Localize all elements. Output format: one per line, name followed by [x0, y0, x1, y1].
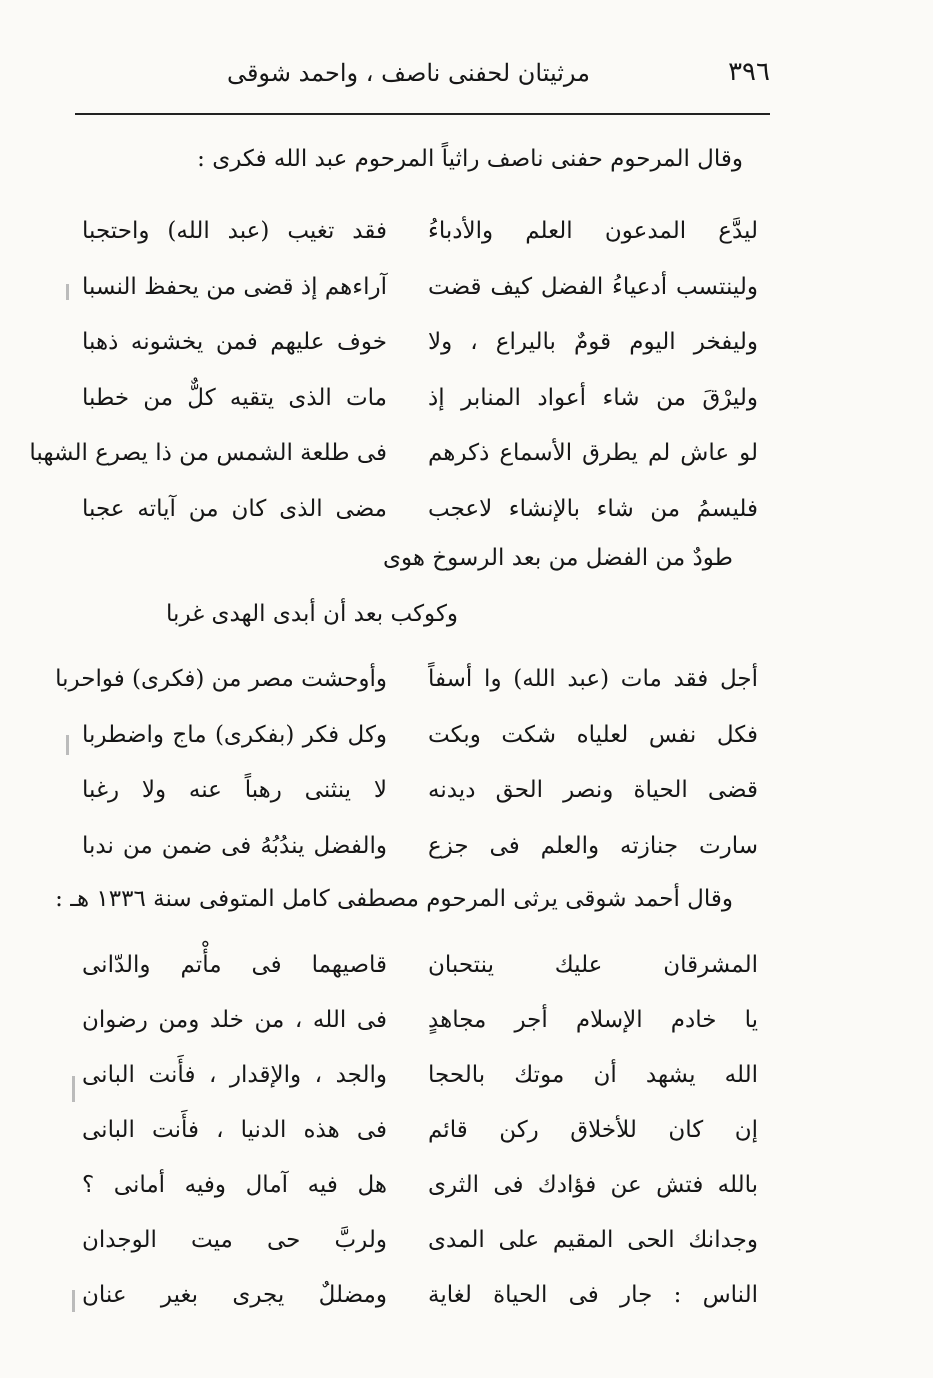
verse-first-hemistich: وليرْقَ من شاء أعواد المنابر إذ	[428, 384, 758, 411]
verse-line-standalone: طودٌ من الفضل من بعد الرسوخ هوى	[382, 545, 733, 571]
section-intro-shawqi: وقال أحمد شوقى يرثى المرحوم مصطفى كامل المتوفى سنة ١٣٣٦ هـ :	[55, 886, 733, 912]
verse	[60, 321, 760, 377]
verse	[60, 714, 760, 770]
verse-first-hemistich: لو عاش لم يطرق الأسماع ذكرهم	[428, 440, 758, 466]
verse	[60, 377, 760, 433]
verse-second-hemistich: فى هذه الدنيا ، فأَنت البانى	[82, 1117, 387, 1143]
verse-second-hemistich: مات الذى يتقيه كلٌّ من خطبا	[82, 384, 387, 411]
verse-line-standalone: وكوكب بعد أن أبدى الهدى غربا	[166, 601, 458, 627]
verse-second-hemistich: والفضل يندُبُهُ فى ضمن من ندبا	[82, 832, 387, 859]
verse-second-hemistich: خوف عليهم فمن يخشونه ذهبا	[82, 329, 387, 355]
verse	[60, 999, 760, 1054]
verse-first-hemistich: وجدانك الحى المقيم على المدى	[428, 1227, 758, 1253]
verse-second-hemistich: والجد ، والإقدار ، فأَنت البانى	[82, 1062, 387, 1088]
verse-first-hemistich: وليفخر اليوم قومٌ باليراع ، ولا	[428, 329, 758, 355]
verse-second-hemistich: مضى الذى كان من آياته عجبا	[82, 495, 387, 522]
verse	[60, 1109, 760, 1164]
verse-second-hemistich: لا ينثنى رهباً عنه ولا رغبا	[82, 777, 387, 803]
verse-first-hemistich: ولينتسب أدعياءُ الفضل كيف قضت	[428, 273, 758, 300]
verse-first-hemistich: فليسمُ من شاء بالإنشاء لاعجب	[428, 495, 758, 522]
verse-second-hemistich: وأوحشت مصر من (فكرى) فواحربا	[55, 666, 387, 692]
poem-hefny-part1	[29, 210, 760, 543]
verse-second-hemistich: ومضللٌ يجرى بغير عنان	[82, 1282, 387, 1308]
verse-first-hemistich: قضى الحياة ونصر الحق ديدنه	[428, 777, 758, 803]
verse-second-hemistich: ولربَّ حى ميت الوجدان	[82, 1227, 387, 1253]
verse-first-hemistich: أجل فقد مات (عبد الله) وا أسفاً	[428, 666, 758, 692]
verse	[60, 769, 760, 825]
verse-first-hemistich: بالله فتش عن فؤادك فى الثرى	[428, 1172, 758, 1198]
verse-first-hemistich: الله يشهد أن موتك بالحجا	[428, 1062, 758, 1088]
verse	[60, 1164, 760, 1219]
poem-hefny-part2	[55, 658, 760, 880]
verse-second-hemistich: فى الله ، من خلد ومن رضوان	[82, 1007, 387, 1033]
verse	[29, 432, 760, 488]
verse-first-hemistich: إن كان للأخلاق ركن قائم	[428, 1117, 758, 1143]
verse-second-hemistich: قاصيهما فى مأْتم والدّانى	[82, 952, 387, 978]
verse	[60, 825, 760, 881]
verse	[55, 658, 760, 714]
verse	[60, 1274, 760, 1329]
verse-first-hemistich: فكل نفس لعلياه شكت وبكت	[428, 721, 758, 748]
verse-first-hemistich: سارت جنازته والعلم فى جزع	[428, 832, 758, 859]
verse	[60, 210, 760, 266]
verse-first-hemistich: المشرقان عليك ينتحبان	[428, 952, 758, 978]
scan-mark	[72, 1076, 75, 1102]
verse-second-hemistich: فقد تغيب (عبد الله) واحتجبا	[82, 218, 387, 244]
scan-mark	[72, 1290, 75, 1312]
verse-second-hemistich: هل فيه آمال وفيه أمانى ؟	[82, 1172, 387, 1198]
running-title: مرثيتان لحفنى ناصف ، واحمد شوقى	[226, 59, 590, 87]
verse-second-hemistich: فى طلعة الشمس من ذا يصرع الشهبا	[29, 440, 387, 466]
verse-second-hemistich: آراءهم إذ قضى من يحفظ النسبا	[82, 273, 387, 300]
verse-first-hemistich: يا خادم الإسلام أجر مجاهدٍ	[428, 1007, 758, 1033]
verse	[60, 1054, 760, 1109]
section-intro-hefny: وقال المرحوم حفنى ناصف راثياً المرحوم عبد الله فكرى :	[197, 146, 743, 172]
verse-second-hemistich: وكل فكر (بفكرى) ماج واضطربا	[82, 721, 387, 748]
page-number: ٣٩٦	[728, 57, 770, 87]
poem-shawqi	[60, 944, 760, 1329]
verse-first-hemistich: ليدَّع المدعون العلم والأدباءُ	[428, 218, 758, 244]
verse	[60, 1219, 760, 1274]
verse	[60, 944, 760, 999]
scan-mark	[66, 284, 69, 300]
scan-mark	[66, 735, 69, 755]
verse-first-hemistich: الناس : جار فى الحياة لغاية	[428, 1282, 758, 1308]
verse	[60, 488, 760, 544]
page-header	[75, 55, 770, 100]
header-rule	[75, 113, 770, 115]
verse	[60, 266, 760, 322]
